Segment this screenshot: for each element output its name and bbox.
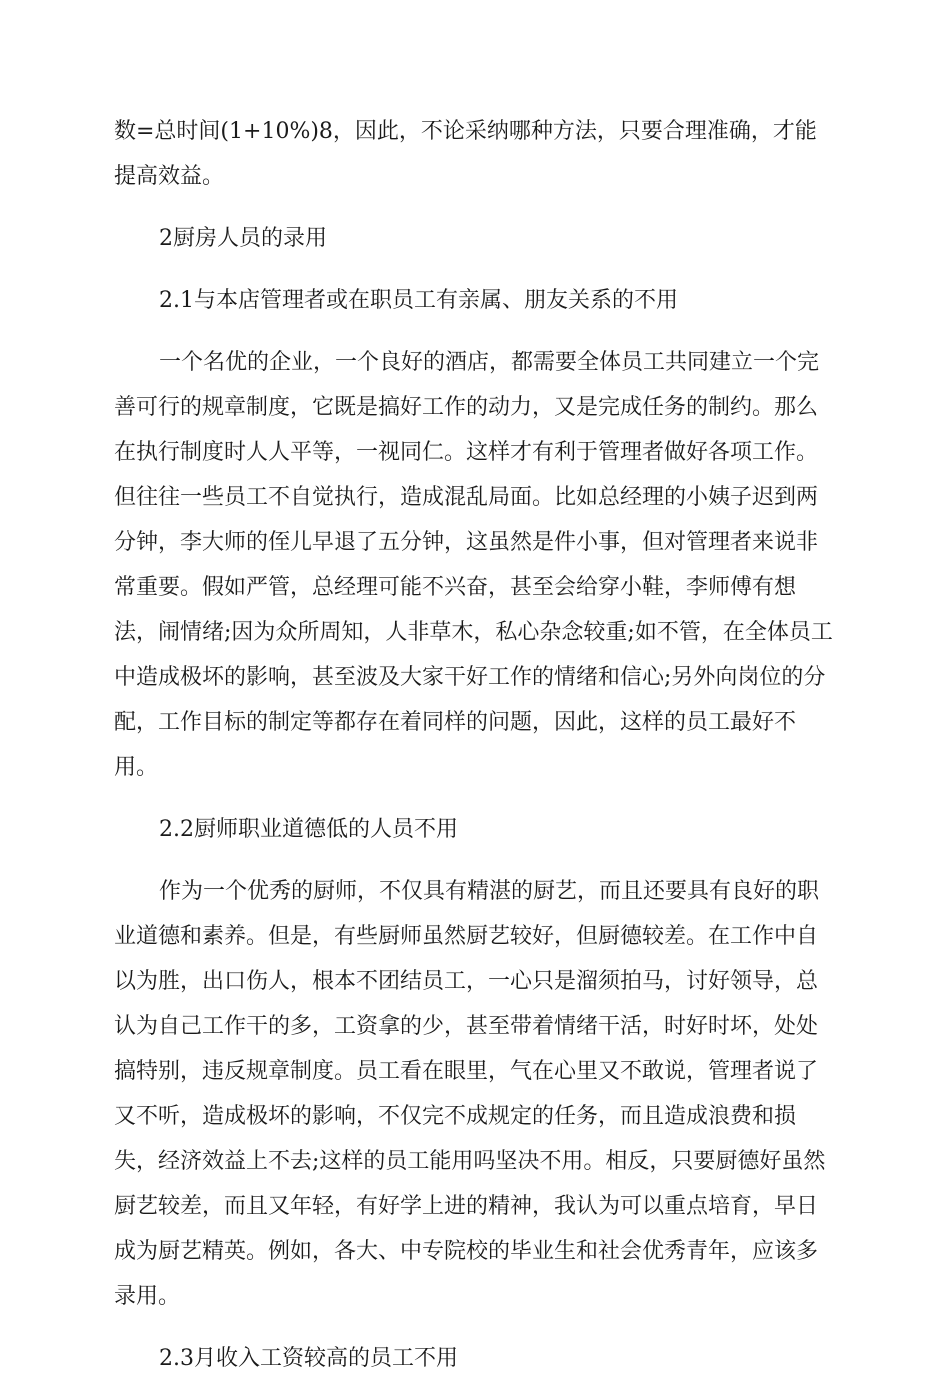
section-heading-2: 2厨房人员的录用 <box>159 226 327 251</box>
subsection-heading-2-2: 2.2厨师职业道德低的人员不用 <box>159 817 458 842</box>
subsection-heading-2-3: 2.3月收入工资较高的员工不用 <box>159 1346 458 1371</box>
paragraph-gap <box>114 790 836 807</box>
subsection-heading-2-1: 2.1与本店管理者或在职员工有亲属、朋友关系的不用 <box>159 288 678 313</box>
paragraph-gap <box>114 199 836 216</box>
paragraph-gap <box>114 1319 836 1336</box>
document-body <box>114 109 836 1381</box>
paragraph-gap <box>114 323 836 340</box>
paragraph-gap <box>114 852 836 869</box>
paragraph-2-2-body: 作为一个优秀的厨师，不仅具有精湛的厨艺，而且还要具有良好的职业道德和素养。但是，有些厨师虽然厨艺较好，但厨德较差。在工作中自以为胜，出口伤人，根本不团结员工，一心只是溜须拍马，讨好领导，总认为自己工作干的多，工资拿的少，甚至带着情绪干活，时好时坏，处处搞特别，违反规章制度。员工看在眼里，气在心里又不敢说，管理者说了又不听，造成极坏的影响，不仅完不成规定的任务，而且造成浪费和损失，经济效益上不去;这样的员工能用吗坚决不用。相反，只要厨德好虽然厨艺较差，而且又年轻，有好学上进的精神，我认为可以重点培育，早日成为厨艺精英。例如，各大、中专院校的毕业生和社会优秀青年，应该多录用。 <box>114 879 826 1309</box>
paragraph-continuation: 数=总时间(1+10%)8，因此，不论采纳哪种方法，只要合理准确，才能提高效益。 <box>114 119 817 189</box>
paragraph-2-1-body: 一个名优的企业，一个良好的酒店，都需要全体员工共同建立一个完善可行的规章制度，它既是搞好工作的动力，又是完成任务的制约。那么在执行制度时人人平等，一视同仁。这样才有利于管理者做好各项工作。但往往一些员工不自觉执行，造成混乱局面。比如总经理的小姨子迟到两分钟，李大师的侄儿早退了五分钟，这虽然是件小事，但对管理者来说非常重要。假如严管，总经理可能不兴奋，甚至会给穿小鞋，李师傅有想法，闹情绪;因为众所周知，人非草木，私心杂念较重;如不管，在全体员工中造成极坏的影响，甚至波及大家干好工作的情绪和信心;另外向岗位的分配，工作目标的制定等都存在着同样的问题，因此，这样的员工最好不用。 <box>114 350 833 780</box>
paragraph-gap <box>114 261 836 278</box>
